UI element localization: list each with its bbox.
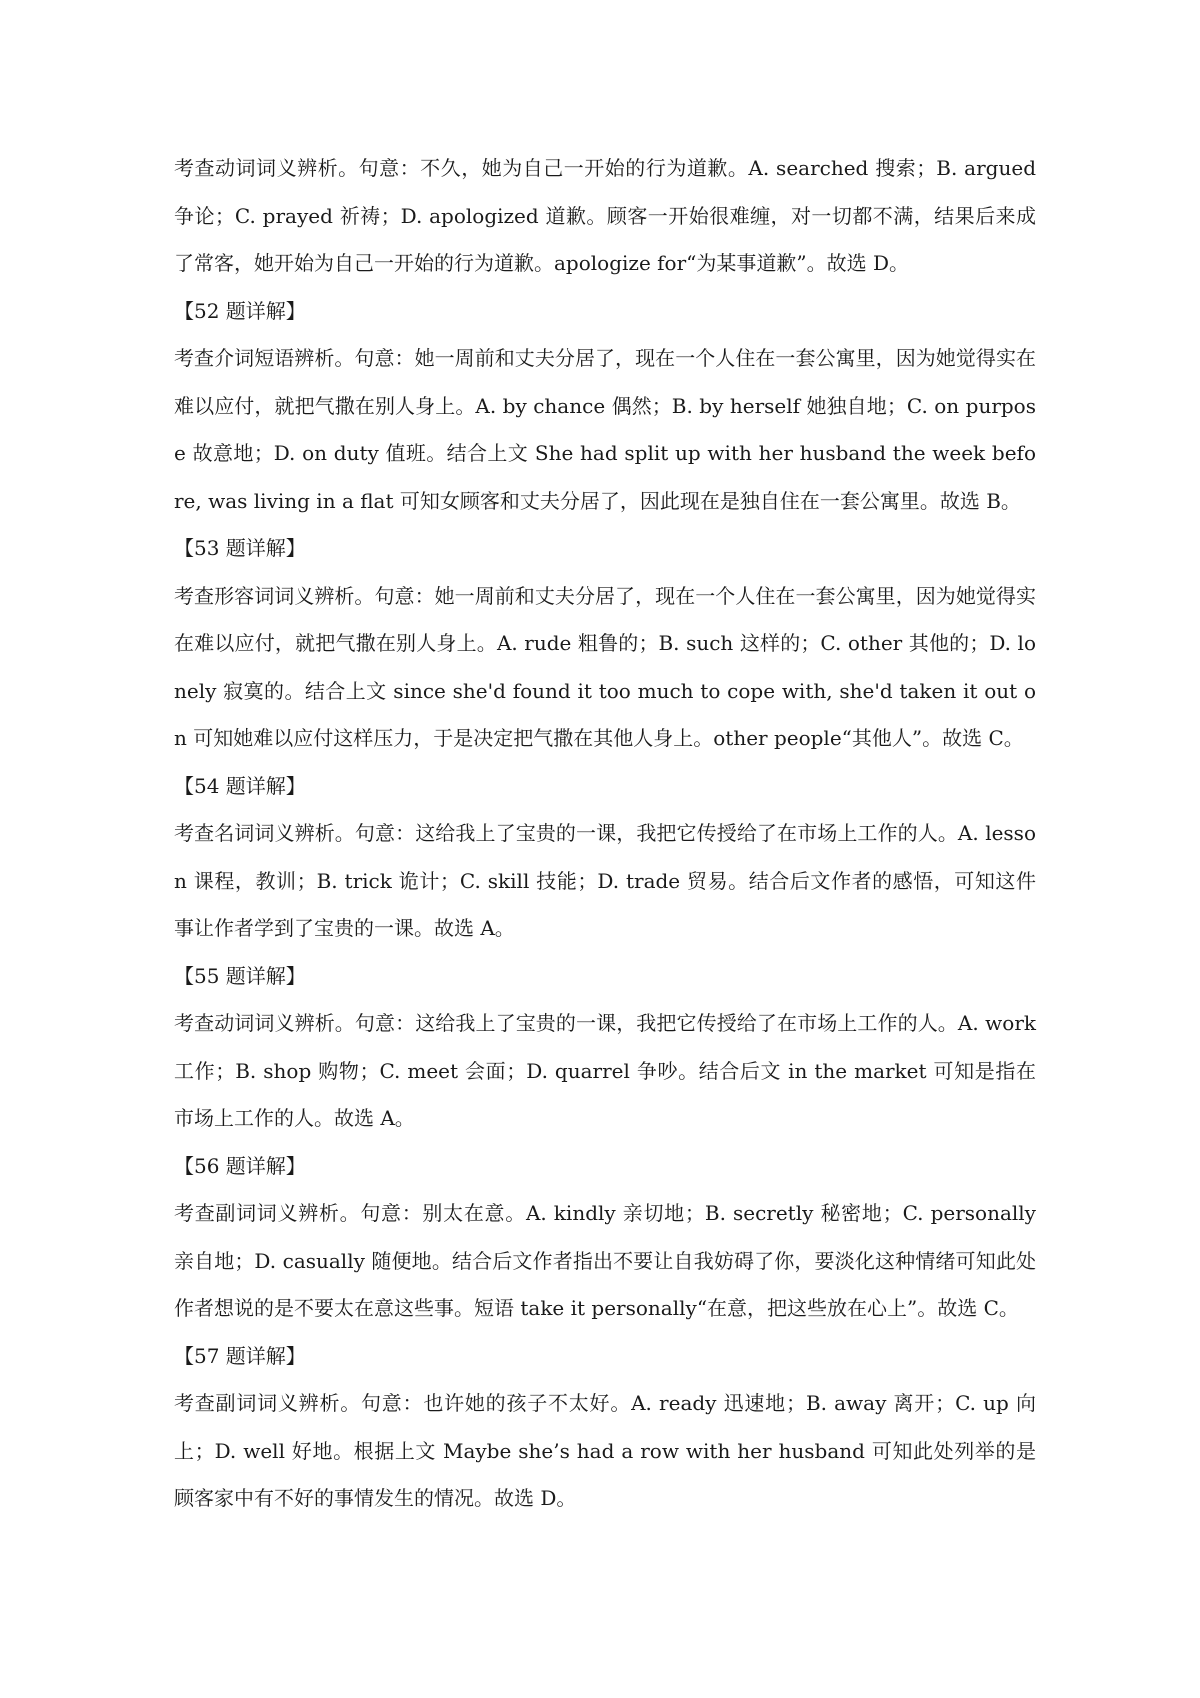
question-heading-56: 【56 题详解】	[174, 1153, 306, 1178]
document-page	[174, 145, 1036, 1523]
answer-explanation-51: 考查动词词义辨析。句意：不久，她为自己一开始的行为道歉。A. searched 搜索；B. argued 争论；C. prayed 祈祷；D. apologized 道歉。顾客一开始很难缠，对一切都不满，结果后来成了常客，她开始为自己一开始的行为道歉。apologize for“为某事道歉”。故选 D。	[174, 156, 1036, 275]
answer-explanation-55: 考查动词词义辨析。句意：这给我上了宝贵的一课，我把它传授给了在市场上工作的人。A. work 工作；B. shop 购物；C. meet 会面；D. quarrel 争吵。结合后文 in the market 可知是指在市场上工作的人。故选 A。	[174, 1011, 1036, 1130]
question-heading-57: 【57 题详解】	[174, 1343, 306, 1368]
answer-explanation-52: 考查介词短语辨析。句意：她一周前和丈夫分居了，现在一个人住在一套公寓里，因为她觉得实在难以应付，就把气撒在别人身上。A. by chance 偶然；B. by herself 她独自地；C. on purpose 故意地；D. on duty 值班。结合上文 She had split up with her husband the week before, was living in a flat 可知女顾客和丈夫分居了，因此现在是独自住在一套公寓里。故选 B。	[174, 346, 1036, 513]
question-heading-55: 【55 题详解】	[174, 963, 306, 988]
answer-explanation-56: 考查副词词义辨析。句意：别太在意。A. kindly 亲切地；B. secretly 秘密地；C. personally 亲自地；D. casually 随便地。结合后文作者指出不要让自我妨碍了你，要淡化这种情绪可知此处作者想说的是不要太在意这些事。短语 take it personally“在意，把这些放在心上”。故选 C。	[174, 1201, 1036, 1320]
answer-explanation-57: 考查副词词义辨析。句意：也许她的孩子不太好。A. ready 迅速地；B. away 离开；C. up 向上；D. well 好地。根据上文 Maybe she’s had a row with her husband 可知此处列举的是顾客家中有不好的事情发生的情况。故选 D。	[174, 1391, 1036, 1510]
answer-explanation-54: 考查名词词义辨析。句意：这给我上了宝贵的一课，我把它传授给了在市场上工作的人。A. lesson 课程，教训；B. trick 诡计；C. skill 技能；D. trade 贸易。结合后文作者的感悟，可知这件事让作者学到了宝贵的一课。故选 A。	[174, 821, 1036, 940]
question-heading-53: 【53 题详解】	[174, 536, 306, 560]
question-heading-54: 【54 题详解】	[174, 773, 306, 798]
answer-explanation-53: 考查形容词词义辨析。句意：她一周前和丈夫分居了，现在一个人住在一套公寓里，因为她觉得实在难以应付，就把气撒在别人身上。A. rude 粗鲁的；B. such 这样的；C. other 其他的；D. lonely 寂寞的。结合上文 since she'd found it too much to cope with, she'd taken it out on 可知她难以应付这样压力，于是决定把气撒在其他人身上。other people“其他人”。故选 C。	[174, 583, 1036, 750]
question-heading-52: 【52 题详解】	[174, 298, 306, 323]
